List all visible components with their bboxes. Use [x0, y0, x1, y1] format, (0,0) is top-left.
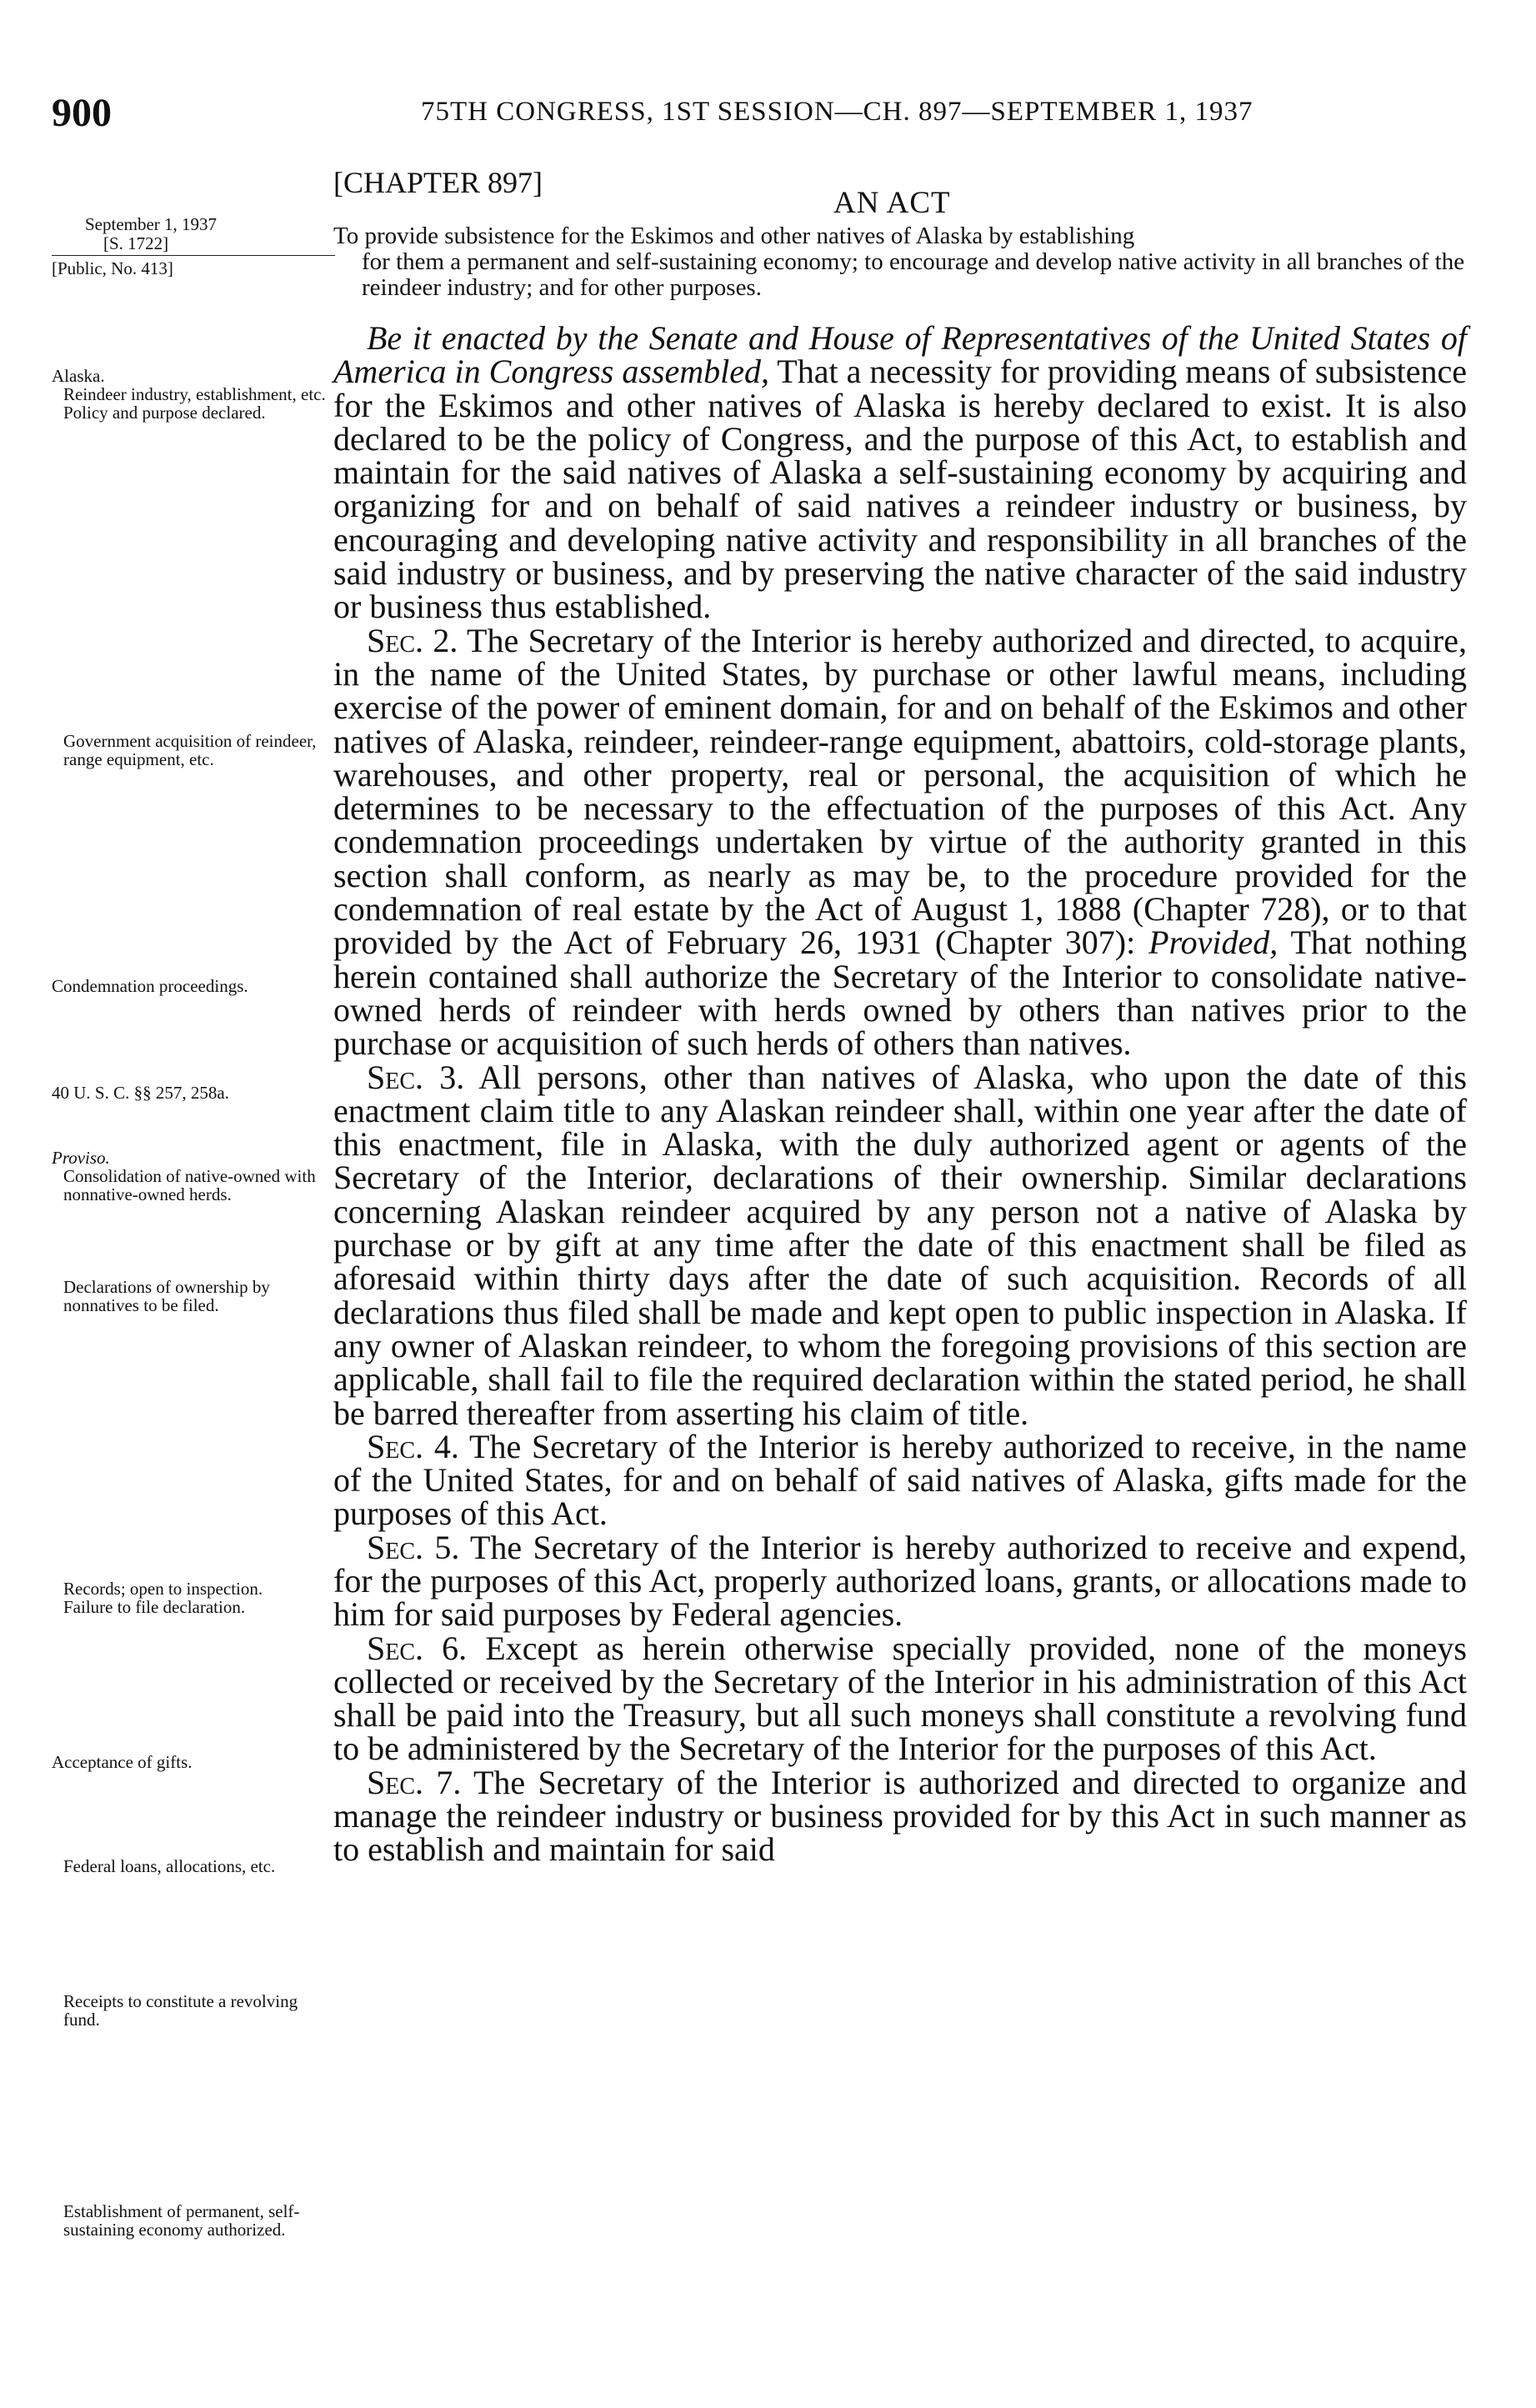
margin-note-line: Federal loans, allocations, etc.	[63, 1856, 276, 1876]
margin-bill-number: [S. 1722]	[103, 233, 169, 253]
margin-note-line: Records; open to inspection.	[63, 1579, 263, 1599]
margin-date: September 1, 1937	[85, 214, 218, 234]
margin-note	[52, 1753, 327, 1771]
section-6-text: Except as herein otherwise specially provided, none of the moneys collected or received by the Secretary of the Interior in his administration of this Act shall be paid into the Treasury, but all such moneys shall constitute a revolving fund to be administered by the Secretary of the Interior for the purposes of this Act.	[333, 1629, 1468, 1768]
enacting-clause: Be it enacted by the Senate and House of Representatives of the United States of America in Congress assembled,	[333, 319, 1467, 391]
section-3-text: All persons, other than natives of Alaska, who upon the date of this enactment claim title to any Alaskan reindeer shall, within one year after the date of this enactment, file in Alaska, with the duly authorized agent or agents of the Secretary of the Interior, declarations of their ownership. Similar declarations concerning Alaskan reindeer acquired by any person not a native of Alaska by purchase or by gift at any time after the date of this enactment shall be filed as aforesaid within thirty days after the date of such acquisition. Records of all declarations thus filed shall be made and kept open to public inspection in Alaska. If any owner of Alaskan reindeer, to whom the foregoing provisions of this section are applicable, shall fail to file the required declaration within the stated period, he shall be barred thereafter from asserting his claim of title.	[333, 1058, 1467, 1432]
margin-note	[52, 367, 327, 422]
section-1	[333, 319, 1468, 626]
section-2-proviso-text: That nothing herein contained shall authorize the Secretary of the Interior to consolidate native-owned herds of reindeer with herds owned by others than natives prior to the purchase or acquisition of such herds of others than natives.	[333, 924, 1468, 1063]
section-6	[333, 1629, 1468, 1768]
chapter-label: [CHAPTER 897]	[333, 166, 543, 199]
section-5	[333, 1528, 1467, 1634]
act-title: AN ACT	[833, 186, 951, 220]
margin-note-line: Reindeer industry, establishment, etc.	[63, 384, 326, 404]
margin-note-line: Proviso.	[52, 1148, 110, 1168]
section-7	[333, 1763, 1467, 1869]
margin-note-line: Alaska.	[52, 366, 105, 386]
section-3	[333, 1058, 1467, 1432]
summary-rest: for them a permanent and self-sustaining economy; to encourage and develop native activity in all branches of the reindeer industry; and for other purposes.	[362, 248, 1465, 301]
margin-note	[52, 2202, 327, 2239]
margin-note-line: Consolidation of native-owned with nonnative-owned herds.	[63, 1166, 316, 1204]
margin-note	[52, 1084, 327, 1102]
margin-note	[52, 977, 327, 995]
proviso-label: Provided,	[1148, 924, 1278, 962]
margin-note	[52, 1992, 327, 2029]
margin-note-line: Government acquisition of reindeer, range equipment, etc.	[63, 731, 317, 769]
section-5-text: The Secretary of the Interior is hereby authorized to receive and expend, for the purposes of this Act, properly authorized loans, grants, or allocations made to him for said purposes by Federal agencies.	[333, 1528, 1467, 1634]
margin-note-line: Declarations of ownership by nonnatives to be filed.	[63, 1277, 270, 1315]
margin-note-line: Receipts to constitute a revolving fund.	[63, 1991, 298, 2030]
section-4	[333, 1427, 1468, 1533]
summary-first-line: To provide subsistence for the Eskimos and other natives of Alaska by establishing	[333, 223, 1135, 249]
page-number: 900	[52, 91, 112, 135]
margin-rule	[52, 255, 335, 256]
margin-note-line: Policy and purpose declared.	[63, 403, 266, 423]
section-4-text: The Secretary of the Interior is hereby authorized to receive, in the name of the United States, for and on behalf of said natives of Alaska, gifts made for the purposes of this Act.	[333, 1427, 1468, 1533]
margin-note	[52, 732, 327, 768]
margin-note	[52, 1857, 327, 1875]
margin-note	[52, 1579, 327, 1616]
section-label: Sec. 4.	[367, 1427, 459, 1465]
margin-note	[52, 1278, 327, 1314]
act-summary	[333, 223, 1467, 301]
section-label: Sec. 5.	[367, 1528, 460, 1566]
margin-note-line: Acceptance of gifts.	[52, 1752, 193, 1772]
margin-note-line: Failure to file declaration.	[63, 1597, 246, 1617]
margin-note-line: Condemnation proceedings.	[52, 976, 248, 996]
section-label: Sec. 6.	[367, 1629, 468, 1667]
section-2	[333, 621, 1468, 1063]
margin-note-line: 40 U. S. C. §§ 257, 258a.	[52, 1083, 229, 1103]
section-label: Sec. 2.	[367, 621, 458, 659]
margin-note	[52, 1149, 327, 1204]
section-label: Sec. 3.	[367, 1058, 465, 1096]
section-2-text: The Secretary of the Interior is hereby authorized and directed, to acquire, in the name of the United States, by purchase or other lawful means, including exercise of the power of eminent domain, for and on behalf of the Eskimos and other natives of Alaska, reindeer, reindeer-range equipment, abattoirs, cold-storage plants, warehouses, and other property, real or personal, the acquisition of which he determines to be necessary to the effectuation of the purposes of this Act. Any condemnation proceedings undertaken by virtue of the authority granted in this section shall conform, as nearly as may be, to the procedure provided for the condemnation of real estate by the Act of August 1, 1888 (Chapter 728), or to that provided by the Act of February 26, 1931 (Chapter 307):	[333, 621, 1467, 962]
margin-note-line: Establishment of permanent, self-sustaining economy authorized.	[63, 2201, 300, 2240]
section-label: Sec. 7.	[367, 1763, 462, 1801]
margin-public-law: [Public, No. 413]	[52, 258, 173, 278]
margin-header	[52, 215, 318, 278]
running-head: 75TH CONGRESS, 1ST SESSION—CH. 897—SEPTEMBER 1, 1937	[421, 97, 1253, 127]
section-7-text: The Secretary of the Interior is authorized and directed to organize and manage the reindeer industry or business provided for by this Act in such manner as to establish and maintain for said	[333, 1763, 1467, 1869]
act-body	[333, 319, 1468, 1869]
section-1-text: That a necessity for providing means of subsistence for the Eskimos and other natives of Alaska is hereby declared to exist. It is also declared to be the policy of Congress, and the purpose of this Act, to establish and maintain for the said natives of Alaska a self-sustaining economy by acquiring and organizing for and on behalf of said natives a reindeer industry or business, by encouraging and developing native activity and responsibility in all branches of the said industry or business, and by preserving the native character of the said industry or business thus established.	[333, 353, 1468, 626]
